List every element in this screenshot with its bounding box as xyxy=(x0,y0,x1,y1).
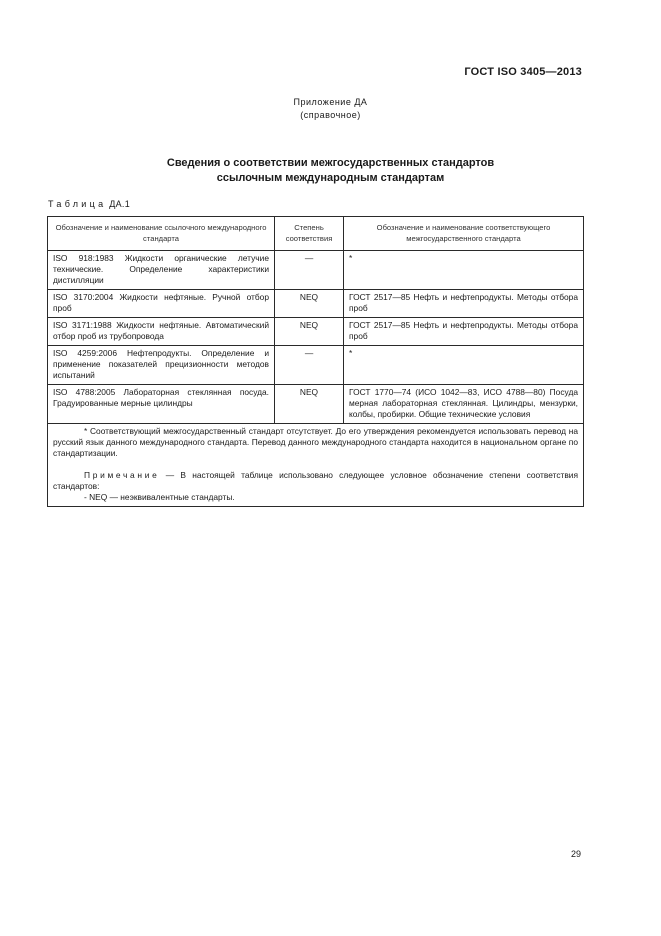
note-label: Примечание xyxy=(84,470,160,480)
header-degree: Степень соответствия xyxy=(275,217,344,251)
page-number: 29 xyxy=(570,849,581,859)
cell-interstate: * xyxy=(344,346,584,385)
note xyxy=(53,470,578,492)
standard-code: ГОСТ ISO 3405—2013 xyxy=(464,66,582,78)
cell-international: ISO 3170:2004 Жидкости нефтяные. Ручной отбор проб xyxy=(48,290,275,318)
cell-degree: NEQ xyxy=(275,290,344,318)
cell-interstate: * xyxy=(344,251,584,290)
appendix-title: Приложение ДА xyxy=(293,97,368,107)
header-interstate: Обозначение и наименование соответствующего межгосударственного стандарта xyxy=(344,217,584,251)
correspondence-table xyxy=(47,216,584,507)
table-row xyxy=(48,290,584,318)
document-title xyxy=(0,156,661,186)
table-header-row xyxy=(48,217,584,251)
table-row xyxy=(48,385,584,424)
table-label xyxy=(48,199,130,209)
table-label-prefix: Таблица xyxy=(48,199,107,209)
table-notes xyxy=(48,424,584,507)
cell-interstate: ГОСТ 2517—85 Нефть и нефтепродукты. Методы отбора проб xyxy=(344,290,584,318)
appendix-subtitle: (справочное) xyxy=(300,110,361,120)
header-international: Обозначение и наименование ссылочного международного стандарта xyxy=(48,217,275,251)
table-row xyxy=(48,346,584,385)
cell-interstate: ГОСТ 1770—74 (ИСО 1042—83, ИСО 4788—80) Посуда мерная лабораторная стеклянная. Цилиндры, мензурки, колбы, пробирки. Общие технические условия xyxy=(344,385,584,424)
table-row xyxy=(48,251,584,290)
cell-international: ISO 3171:1988 Жидкости нефтяные. Автоматический отбор проб из трубопровода xyxy=(48,318,275,346)
note-text: — В настоящей таблице использовано следующее условное обозначение степени соответствия стандартов: xyxy=(53,470,579,491)
note-item: - NEQ — неэквивалентные стандарты. xyxy=(84,492,235,502)
cell-degree: — xyxy=(275,251,344,290)
cell-degree: NEQ xyxy=(275,385,344,424)
table-notes-row xyxy=(48,424,584,507)
cell-degree: — xyxy=(275,346,344,385)
cell-international: ISO 4259:2006 Нефтепродукты. Определение и применение показателей прецизионности методов испытаний xyxy=(48,346,275,385)
cell-international: ISO 918:1983 Жидкости органические летучие технические. Определение характеристики дистилляции xyxy=(48,251,275,290)
table-label-id: ДА.1 xyxy=(109,199,131,209)
title-line-2: ссылочным международным стандартам xyxy=(216,172,445,184)
cell-degree: NEQ xyxy=(275,318,344,346)
cell-interstate: ГОСТ 2517—85 Нефть и нефтепродукты. Методы отбора проб xyxy=(344,318,584,346)
appendix-heading xyxy=(0,96,661,122)
title-line-1: Сведения о соответствии межгосударственных стандартов xyxy=(166,157,495,169)
cell-international: ISO 4788:2005 Лабораторная стеклянная посуда. Градуированные мерные цилиндры xyxy=(48,385,275,424)
table-row xyxy=(48,318,584,346)
footnote: * Соответствующий межгосударственный стандарт отсутствует. До его утверждения рекомендуется использовать перевод на русский язык данного международного стандарта. Перевод данного международного стандарта находится в национальном органе по стандартизации. xyxy=(53,426,578,458)
